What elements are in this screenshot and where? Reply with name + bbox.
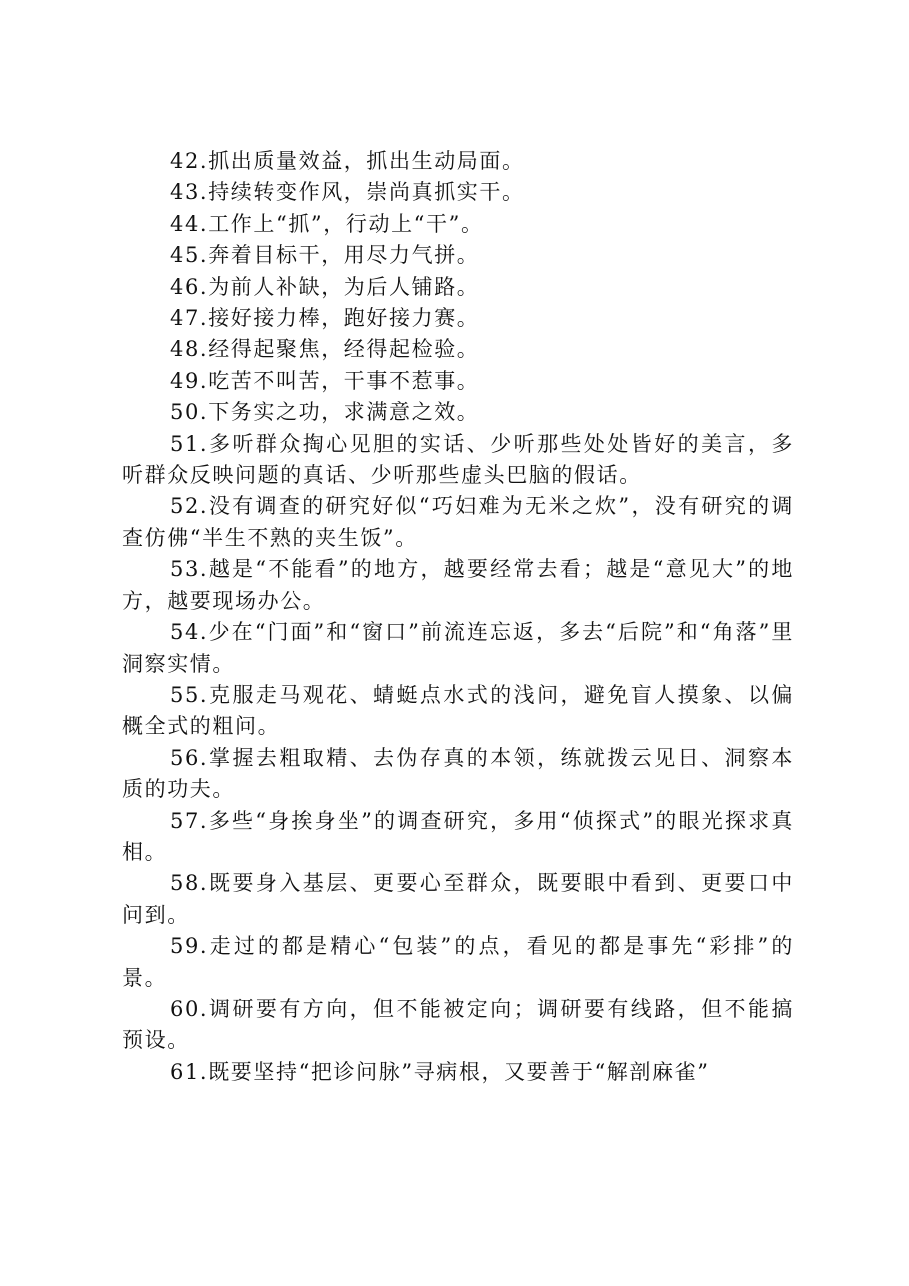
list-item: 45.奔着目标干，用尽力气拼。 [170,243,480,268]
list-item: 44.工作上“抓”，行动上“干”。 [170,211,484,236]
list-item: 54.少在“门面”和“窗口”前流连忘返，多去“后院”和“角落”里洞察实情。 [122,620,794,676]
list-item: 51.多听群众掏心见胆的实话、少听那些处处皆好的美言，多听群众反映问题的真话、少听那些虚头巴脑的假话。 [122,431,794,488]
list-item: 60.调研要有方向，但不能被定向；调研要有线路，但不能搞预设。 [122,996,794,1053]
list-item: 55.克服走马观花、蜻蜓点水式的浅问，避免盲人摸象、以偏概全式的粗问。 [122,682,794,739]
list-item: 43.持续转变作风，崇尚真抓实干。 [170,180,525,205]
list-item: 49.吃苦不叫苦，干事不惹事。 [170,368,480,393]
list-item: 58.既要身入基层、更要心至群众，既要眼中看到、更要口中问到。 [122,871,794,927]
list-item: 42.抓出质量效益，抓出生动局面。 [170,149,525,173]
document-body [122,146,794,1088]
list-item: 52.没有调查的研究好似“巧妇难为无米之炊”，没有研究的调查仿佛“半生不熟的夹生饭”。 [122,494,794,550]
list-item: 61.既要坚持“把诊问脉”寻病根，又要善于“解剖麻雀” [170,1059,710,1084]
list-item: 48.经得起聚焦，经得起检验。 [170,337,480,362]
list-item: 56.掌握去粗取精、去伪存真的本领，练就拨云见日、洞察本质的功夫。 [122,745,794,802]
list-item: 59.走过的都是精心“包装”的点，看见的都是事先“彩排”的景。 [122,934,794,990]
list-item: 47.接好接力棒，跑好接力赛。 [170,306,480,331]
list-item: 53.越是“不能看”的地方，越要经常去看；越是“意见大”的地方，越要现场办公。 [122,557,794,613]
list-item: 57.多些“身挨身坐”的调查研究，多用“侦探式”的眼光探求真相。 [122,808,794,864]
list-item: 50.下务实之功，求满意之效。 [170,400,480,425]
list-item: 46.为前人补缺，为后人铺路。 [170,274,480,299]
